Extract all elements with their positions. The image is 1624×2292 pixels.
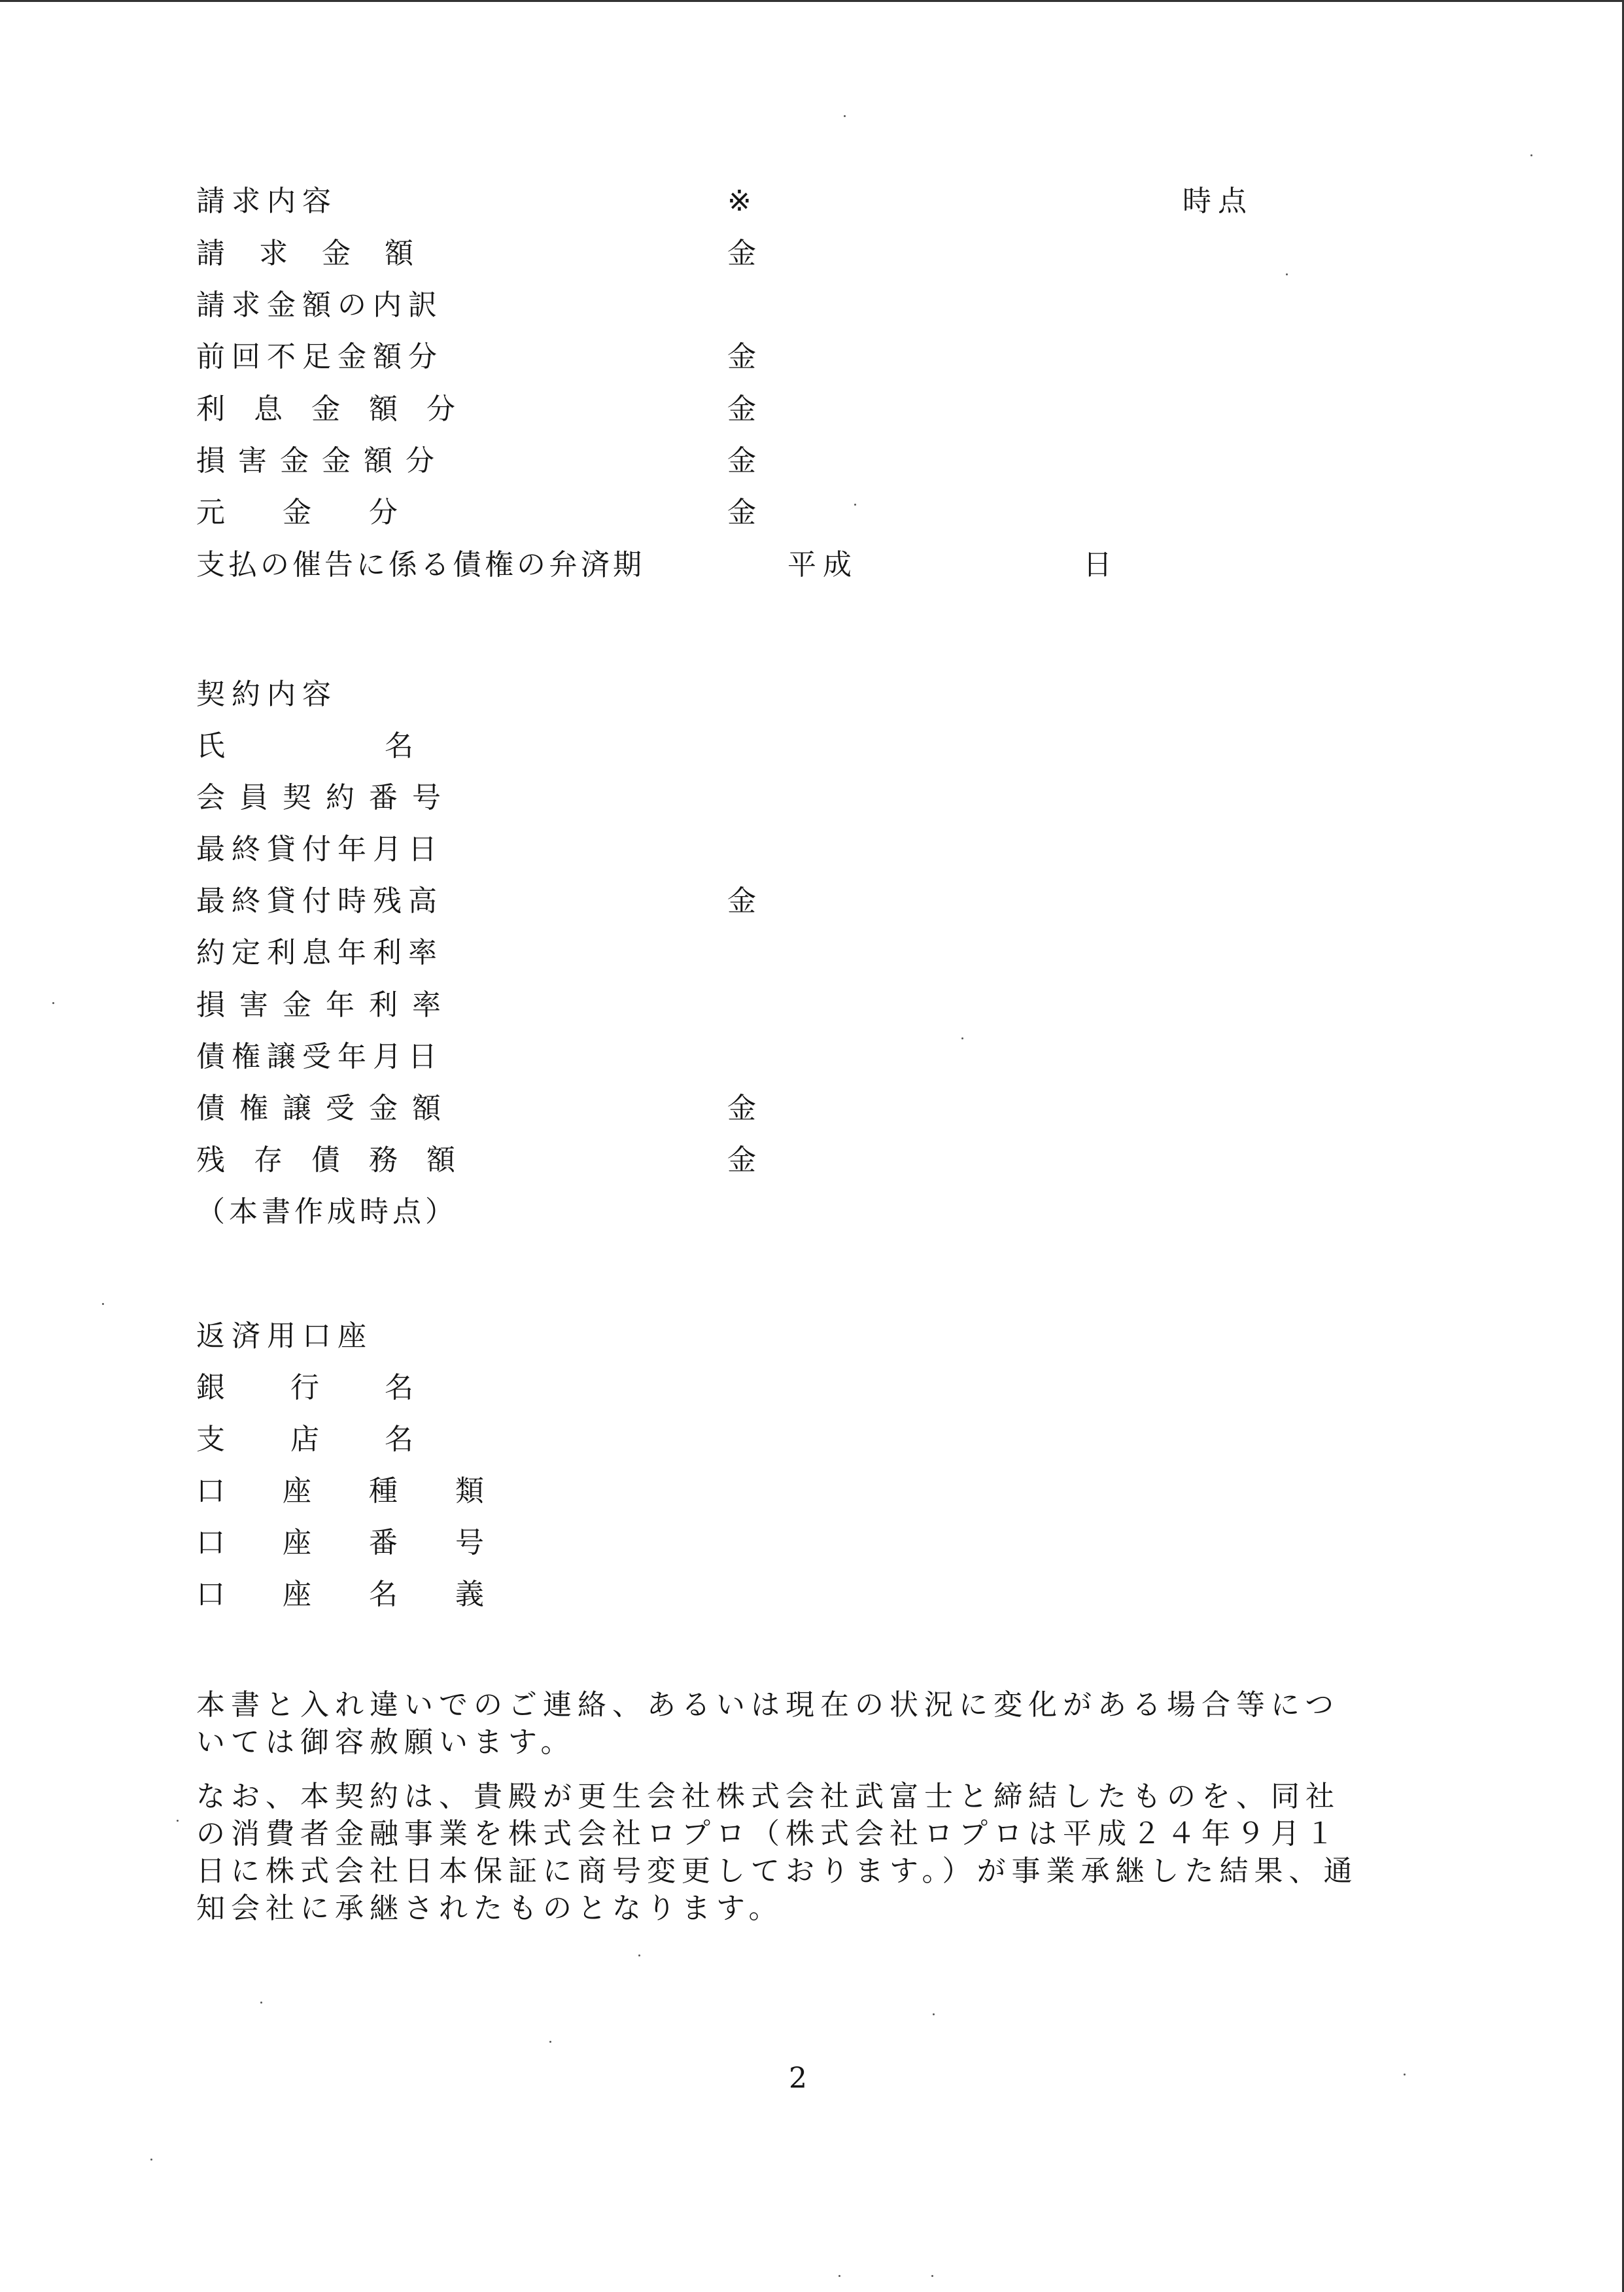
page-edge-top: [0, 0, 1624, 2]
account-holder-name-label: 口 座 名 義: [196, 1578, 484, 1611]
scan-speck: [177, 1820, 179, 1822]
scan-speck: [638, 1954, 640, 1956]
claim-damages-label: 損害金金額分: [196, 444, 447, 477]
scan-speck: [102, 1303, 104, 1305]
claim-breakdown-label: 請求金額の内訳: [196, 288, 443, 322]
claim-principal-value: 金: [727, 496, 763, 529]
scan-speck: [844, 115, 846, 117]
scan-speck: [52, 1002, 54, 1004]
account-number-label: 口 座 番 号: [196, 1526, 484, 1559]
scan-speck: [549, 2041, 551, 2043]
scan-speck: [1404, 2074, 1406, 2075]
contract-remaining-debt-label: 残 存 債 務 額: [196, 1143, 455, 1177]
claim-amount-label: 請 求 金 額: [196, 237, 416, 270]
claim-due-date-label: 支払の催告に係る債権の弁済期: [196, 548, 645, 582]
scan-speck: [1530, 154, 1532, 156]
contract-last-loan-balance-value: 金: [727, 884, 763, 918]
claim-due-date-era: 平成: [787, 548, 858, 582]
scan-speck: [1286, 273, 1288, 275]
contract-transfer-amount-label: 債権譲受金額: [196, 1092, 455, 1125]
contract-last-loan-balance-label: 最終貸付時残高: [196, 884, 443, 918]
account-branch-name-label: 支 店 名: [196, 1423, 416, 1456]
notice-paragraph-1: 本書と入れ違いでのご連絡、あるいは現在の状況に変化がある場合等については御容赦願います。: [196, 1688, 1340, 1759]
claim-due-date-day: 日: [1083, 548, 1118, 582]
scan-speck: [838, 2275, 840, 2277]
scan-speck: [961, 1037, 963, 1039]
contract-damages-rate-label: 損害金年利率: [196, 988, 455, 1022]
account-bank-name-label: 銀 行 名: [196, 1371, 416, 1404]
scan-speck: [260, 2002, 262, 2004]
notice-paragraph-2: なお、本契約は、貴殿が更生会社株式会社武富士と締結したものを、同社の消費者金融事業を株式会社ロプロ（株式会社ロプロは平成２４年９月１日に株式会社日本保証に商号変更しております。）が事業承継した結果、通知会社に承継されたものとなります。: [196, 1780, 1358, 1925]
scan-speck: [933, 2013, 935, 2015]
claim-interest-value: 金: [727, 392, 763, 426]
claim-amount-value: 金: [727, 237, 763, 270]
account-heading: 返済用口座: [196, 1319, 373, 1353]
claim-note-mark: ※: [727, 184, 758, 218]
contract-transfer-date-label: 債権譲受年月日: [196, 1040, 443, 1073]
claim-heading: 請求内容: [196, 184, 337, 218]
contract-remaining-debt-value: 金: [727, 1143, 763, 1177]
page-number: 2: [789, 2062, 807, 2095]
claim-as-of-label: 時点: [1183, 184, 1253, 218]
claim-previous-shortfall-value: 金: [727, 340, 763, 373]
contract-heading: 契約内容: [196, 678, 337, 711]
claim-principal-label: 元 金 分: [196, 496, 398, 529]
contract-interest-rate-label: 約定利息年利率: [196, 936, 443, 969]
claim-previous-shortfall-label: 前回不足金額分: [196, 340, 443, 373]
account-type-label: 口 座 種 類: [196, 1474, 484, 1508]
claim-damages-value: 金: [727, 444, 763, 477]
scan-speck: [150, 2159, 152, 2161]
scan-speck: [931, 2275, 933, 2277]
contract-name-label: 氏 名: [196, 729, 416, 763]
contract-last-loan-date-label: 最終貸付年月日: [196, 833, 443, 866]
contract-member-number-label: 会員契約番号: [196, 781, 455, 814]
scan-speck: [854, 504, 856, 506]
contract-as-of-note: （本書作成時点）: [196, 1195, 458, 1228]
claim-interest-label: 利 息 金 額 分: [196, 392, 455, 426]
contract-transfer-amount-value: 金: [727, 1092, 763, 1125]
